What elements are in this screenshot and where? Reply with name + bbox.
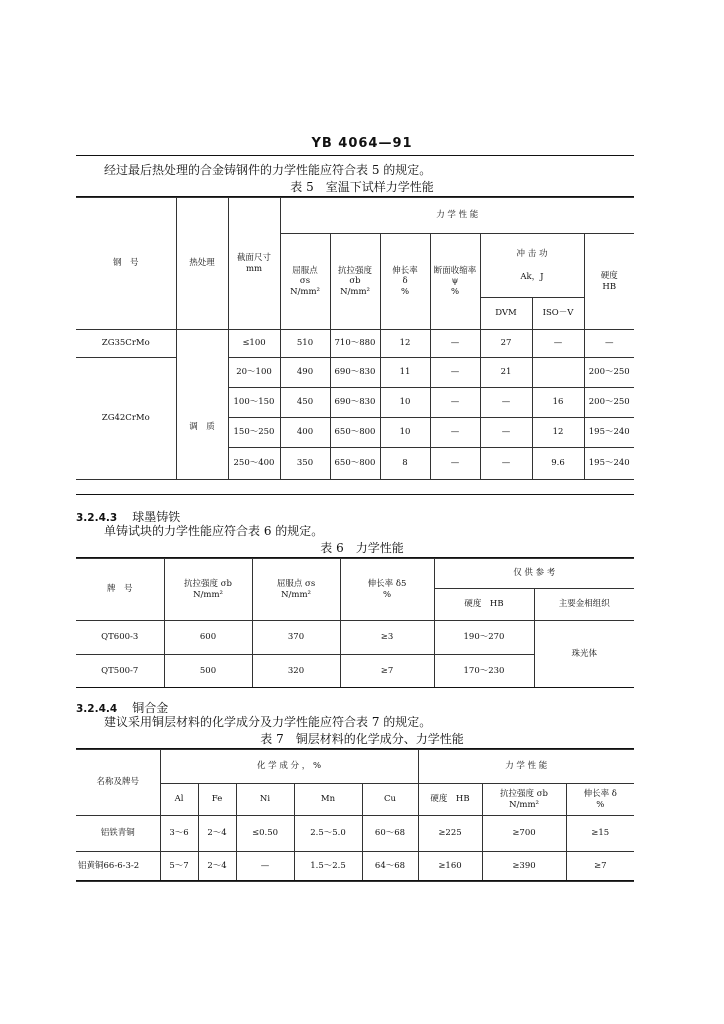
t7-h-ni: Ni [236, 784, 294, 816]
section-3244-text: 建议采用铜层材料的化学成分及力学性能应符合表 7 的规定。 [104, 715, 432, 729]
t5-h-impact [480, 234, 584, 298]
t7-h-ts-l2: N/mm² [509, 799, 539, 810]
t5-heat-treatment [176, 330, 228, 480]
t6-h-ref: 仅 供 参 考 [434, 559, 634, 589]
t7-h-el-l2: % [596, 799, 605, 810]
t5-r4-el: 8 [380, 448, 430, 480]
t6-r0-ts: 600 [164, 621, 252, 655]
t5-r0-ys: 510 [280, 330, 330, 358]
t7-h-mech: 力 学 性 能 [418, 750, 634, 784]
t5-h-ys [280, 234, 330, 330]
t7-h-fe: Fe [198, 784, 236, 816]
t5-h-heat: 热处理 [176, 198, 228, 330]
t5-r2-hb: 200～250 [584, 388, 634, 418]
t7-r1-mn: 1.5～2.5 [294, 852, 362, 882]
t5-r1-hb: 200～250 [584, 358, 634, 388]
t5-h-size-l1: 截面尺寸 [236, 252, 271, 263]
t5-h-size-l2: mm [245, 263, 263, 274]
intro-paragraph: 经过最后热处理的合金铸钢件的力学性能应符合表 5 的规定。 [104, 163, 432, 177]
t5-r0-ra: — [430, 330, 480, 358]
t7-h-el [566, 784, 634, 816]
t6-r0-grade: QT600-3 [76, 621, 164, 655]
table6-bottom-rule [76, 687, 634, 688]
table7-caption: 表 7 铜层材料的化学成分、力学性能 [260, 732, 464, 746]
t5-r0-el: 12 [380, 330, 430, 358]
t5-r0-ts: 710～880 [330, 330, 380, 358]
t5-h-el-l1: 伸长率 [392, 265, 418, 276]
t5-r3-el: 10 [380, 418, 430, 448]
t6-h-el-l1: 伸长率 δ5 [367, 578, 407, 589]
t5-r2-ys: 450 [280, 388, 330, 418]
t7-r0-ni: ≤0.50 [236, 816, 294, 852]
t7-r0-cu: 60～68 [362, 816, 418, 852]
t6-h-ys-l2: N/mm² [281, 589, 311, 600]
t5-h-impact-l2: Ak，J [520, 271, 544, 282]
t5-h-ys-l3: N/mm² [290, 286, 320, 297]
t5-h-impact-l1: 冲 击 功 [516, 248, 548, 259]
t6-h-mat: 主要金相组织 [534, 589, 634, 621]
t5-h-hb-l1: 硬度 [600, 270, 618, 281]
t5-r2-dvm: — [480, 388, 532, 418]
t5-r4-dvm: — [480, 448, 532, 480]
section-3244-number: 3.2.4.4 [76, 703, 118, 715]
t5-h-mech: 力 学 性 能 [280, 198, 634, 234]
t7-h-ts-l1: 抗拉强度 σb [500, 788, 548, 799]
t7-r0-mn: 2.5～5.0 [294, 816, 362, 852]
t6-h-el-l2: % [382, 589, 392, 600]
t5-r1-ys: 490 [280, 358, 330, 388]
t5-r0-iso: — [532, 330, 584, 358]
t5-r3-ra: — [430, 418, 480, 448]
t5-h-dvm: DVM [480, 298, 532, 330]
t5-h-hb-l2: HB [602, 281, 617, 292]
t5-h-hb [584, 234, 634, 330]
t5-r3-ts: 650～800 [330, 418, 380, 448]
t5-r2-ra: — [430, 388, 480, 418]
t6-h-ts-l2: N/mm² [193, 589, 223, 600]
t5-h-ts-l3: N/mm² [340, 286, 370, 297]
t5-r0-hb: — [584, 330, 634, 358]
t7-r0-al: 3～6 [160, 816, 198, 852]
t6-mat-value: 珠光体 [534, 621, 634, 688]
t6-r1-grade: QT500-7 [76, 655, 164, 688]
t7-h-mn: Mn [294, 784, 362, 816]
t5-h-ys-l2: σs [299, 276, 311, 287]
t5-h-iso: ISO－V [532, 298, 584, 330]
t7-h-chem: 化 学 成 分 ， % [160, 750, 418, 784]
t7-r1-name: 铝黄铜66-6-3-2 [76, 852, 160, 882]
table5-caption: 表 5 室温下试样力学性能 [290, 180, 434, 194]
t5-h-ra-l1: 断面收缩率 [433, 265, 477, 276]
t6-r1-ts: 500 [164, 655, 252, 688]
t5-h-ts [330, 234, 380, 330]
section-3244-title: 铜合金 [132, 701, 169, 715]
t7-r1-ni: — [236, 852, 294, 882]
t7-r1-hb: ≥160 [418, 852, 482, 882]
t7-h-el-l1: 伸长率 δ [583, 788, 617, 799]
t6-h-el [340, 559, 434, 621]
t5-r2-size: 100～150 [228, 388, 280, 418]
t7-r0-ts: ≥700 [482, 816, 566, 852]
t5-r0-dvm: 27 [480, 330, 532, 358]
t7-h-ts [482, 784, 566, 816]
t7-r1-cu: 64～68 [362, 852, 418, 882]
t6-r0-el: ≥3 [340, 621, 434, 655]
table5-bottom-rule [76, 494, 634, 495]
t5-h-grade: 钢 号 [76, 198, 176, 330]
table7-bottom-rule [76, 880, 634, 881]
t7-r1-al: 5～7 [160, 852, 198, 882]
t5-r1-iso [532, 358, 584, 388]
t5-r2-el: 10 [380, 388, 430, 418]
t7-r0-name: 铝铁青铜 [76, 816, 160, 852]
t5-r4-ys: 350 [280, 448, 330, 480]
t5-h-ra [430, 234, 480, 330]
t5-r4-hb: 195～240 [584, 448, 634, 480]
t6-r1-ys: 320 [252, 655, 340, 688]
t5-r3-iso: 12 [532, 418, 584, 448]
t5-h-size [228, 198, 280, 330]
t7-r0-fe: 2～4 [198, 816, 236, 852]
section-3243-text: 单铸试块的力学性能应符合表 6 的规定。 [104, 524, 324, 538]
t5-r2-ts: 690～830 [330, 388, 380, 418]
t5-r4-ts: 650～800 [330, 448, 380, 480]
t5-h-ts-l1: 抗拉强度 [337, 265, 372, 276]
t5-r3-dvm: — [480, 418, 532, 448]
t7-r0-hb: ≥225 [418, 816, 482, 852]
t5-h-ts-l2: σb [349, 276, 361, 287]
t5-r0-size: ≤100 [228, 330, 280, 358]
t5-r4-iso: 9.6 [532, 448, 584, 480]
t7-r1-ts: ≥390 [482, 852, 566, 882]
t5-r1-el: 11 [380, 358, 430, 388]
t7-h-hb: 硬度 HB [418, 784, 482, 816]
t6-r1-el: ≥7 [340, 655, 434, 688]
t6-h-grade: 牌 号 [76, 559, 164, 621]
table6 [76, 558, 634, 688]
t5-r0-grade: ZG35CrMo [76, 330, 176, 358]
t7-h-name: 名称及牌号 [76, 750, 160, 816]
t5-r3-ys: 400 [280, 418, 330, 448]
document-code: YB 4064—91 [311, 136, 413, 151]
section-3243-number: 3.2.4.3 [76, 512, 118, 524]
t6-r0-ys: 370 [252, 621, 340, 655]
t5-r1-ts: 690～830 [330, 358, 380, 388]
t5-heat-value: 调 质 [189, 422, 215, 433]
t6-h-ts-l1: 抗拉强度 σb [184, 578, 232, 589]
t6-h-ys-l1: 屈服点 σs [276, 578, 316, 589]
table6-caption: 表 6 力学性能 [320, 541, 404, 555]
t7-r0-el: ≥15 [566, 816, 634, 852]
t6-h-hb: 硬度 HB [434, 589, 534, 621]
t5-r1-size: 20～100 [228, 358, 280, 388]
table5 [76, 197, 634, 480]
t7-r1-fe: 2～4 [198, 852, 236, 882]
t5-h-el-l2: δ [402, 276, 408, 287]
t5-h-ys-l1: 屈服点 [292, 265, 318, 276]
section-3243-title: 球墨铸铁 [132, 510, 181, 524]
t5-r2-iso: 16 [532, 388, 584, 418]
t7-r1-el: ≥7 [566, 852, 634, 882]
table7 [76, 749, 634, 882]
t7-h-al: Al [160, 784, 198, 816]
t5-h-ra-l2: ψ [451, 276, 459, 287]
t5-r1-dvm: 21 [480, 358, 532, 388]
t6-h-ys [252, 559, 340, 621]
t5-r3-size: 150～250 [228, 418, 280, 448]
t5-h-el [380, 234, 430, 330]
t5-h-el-l3: % [400, 286, 410, 297]
t6-r0-hb: 190～270 [434, 621, 534, 655]
t5-r4-ra: — [430, 448, 480, 480]
t5-r1-ra: — [430, 358, 480, 388]
header-rule [76, 155, 634, 156]
t6-h-ts [164, 559, 252, 621]
t6-r1-hb: 170～230 [434, 655, 534, 688]
t5-h-ra-l3: % [450, 286, 460, 297]
t5-grade-zg42crmo: ZG42CrMo [76, 358, 176, 480]
t5-r3-hb: 195～240 [584, 418, 634, 448]
t7-h-cu: Cu [362, 784, 418, 816]
t5-r4-size: 250～400 [228, 448, 280, 480]
